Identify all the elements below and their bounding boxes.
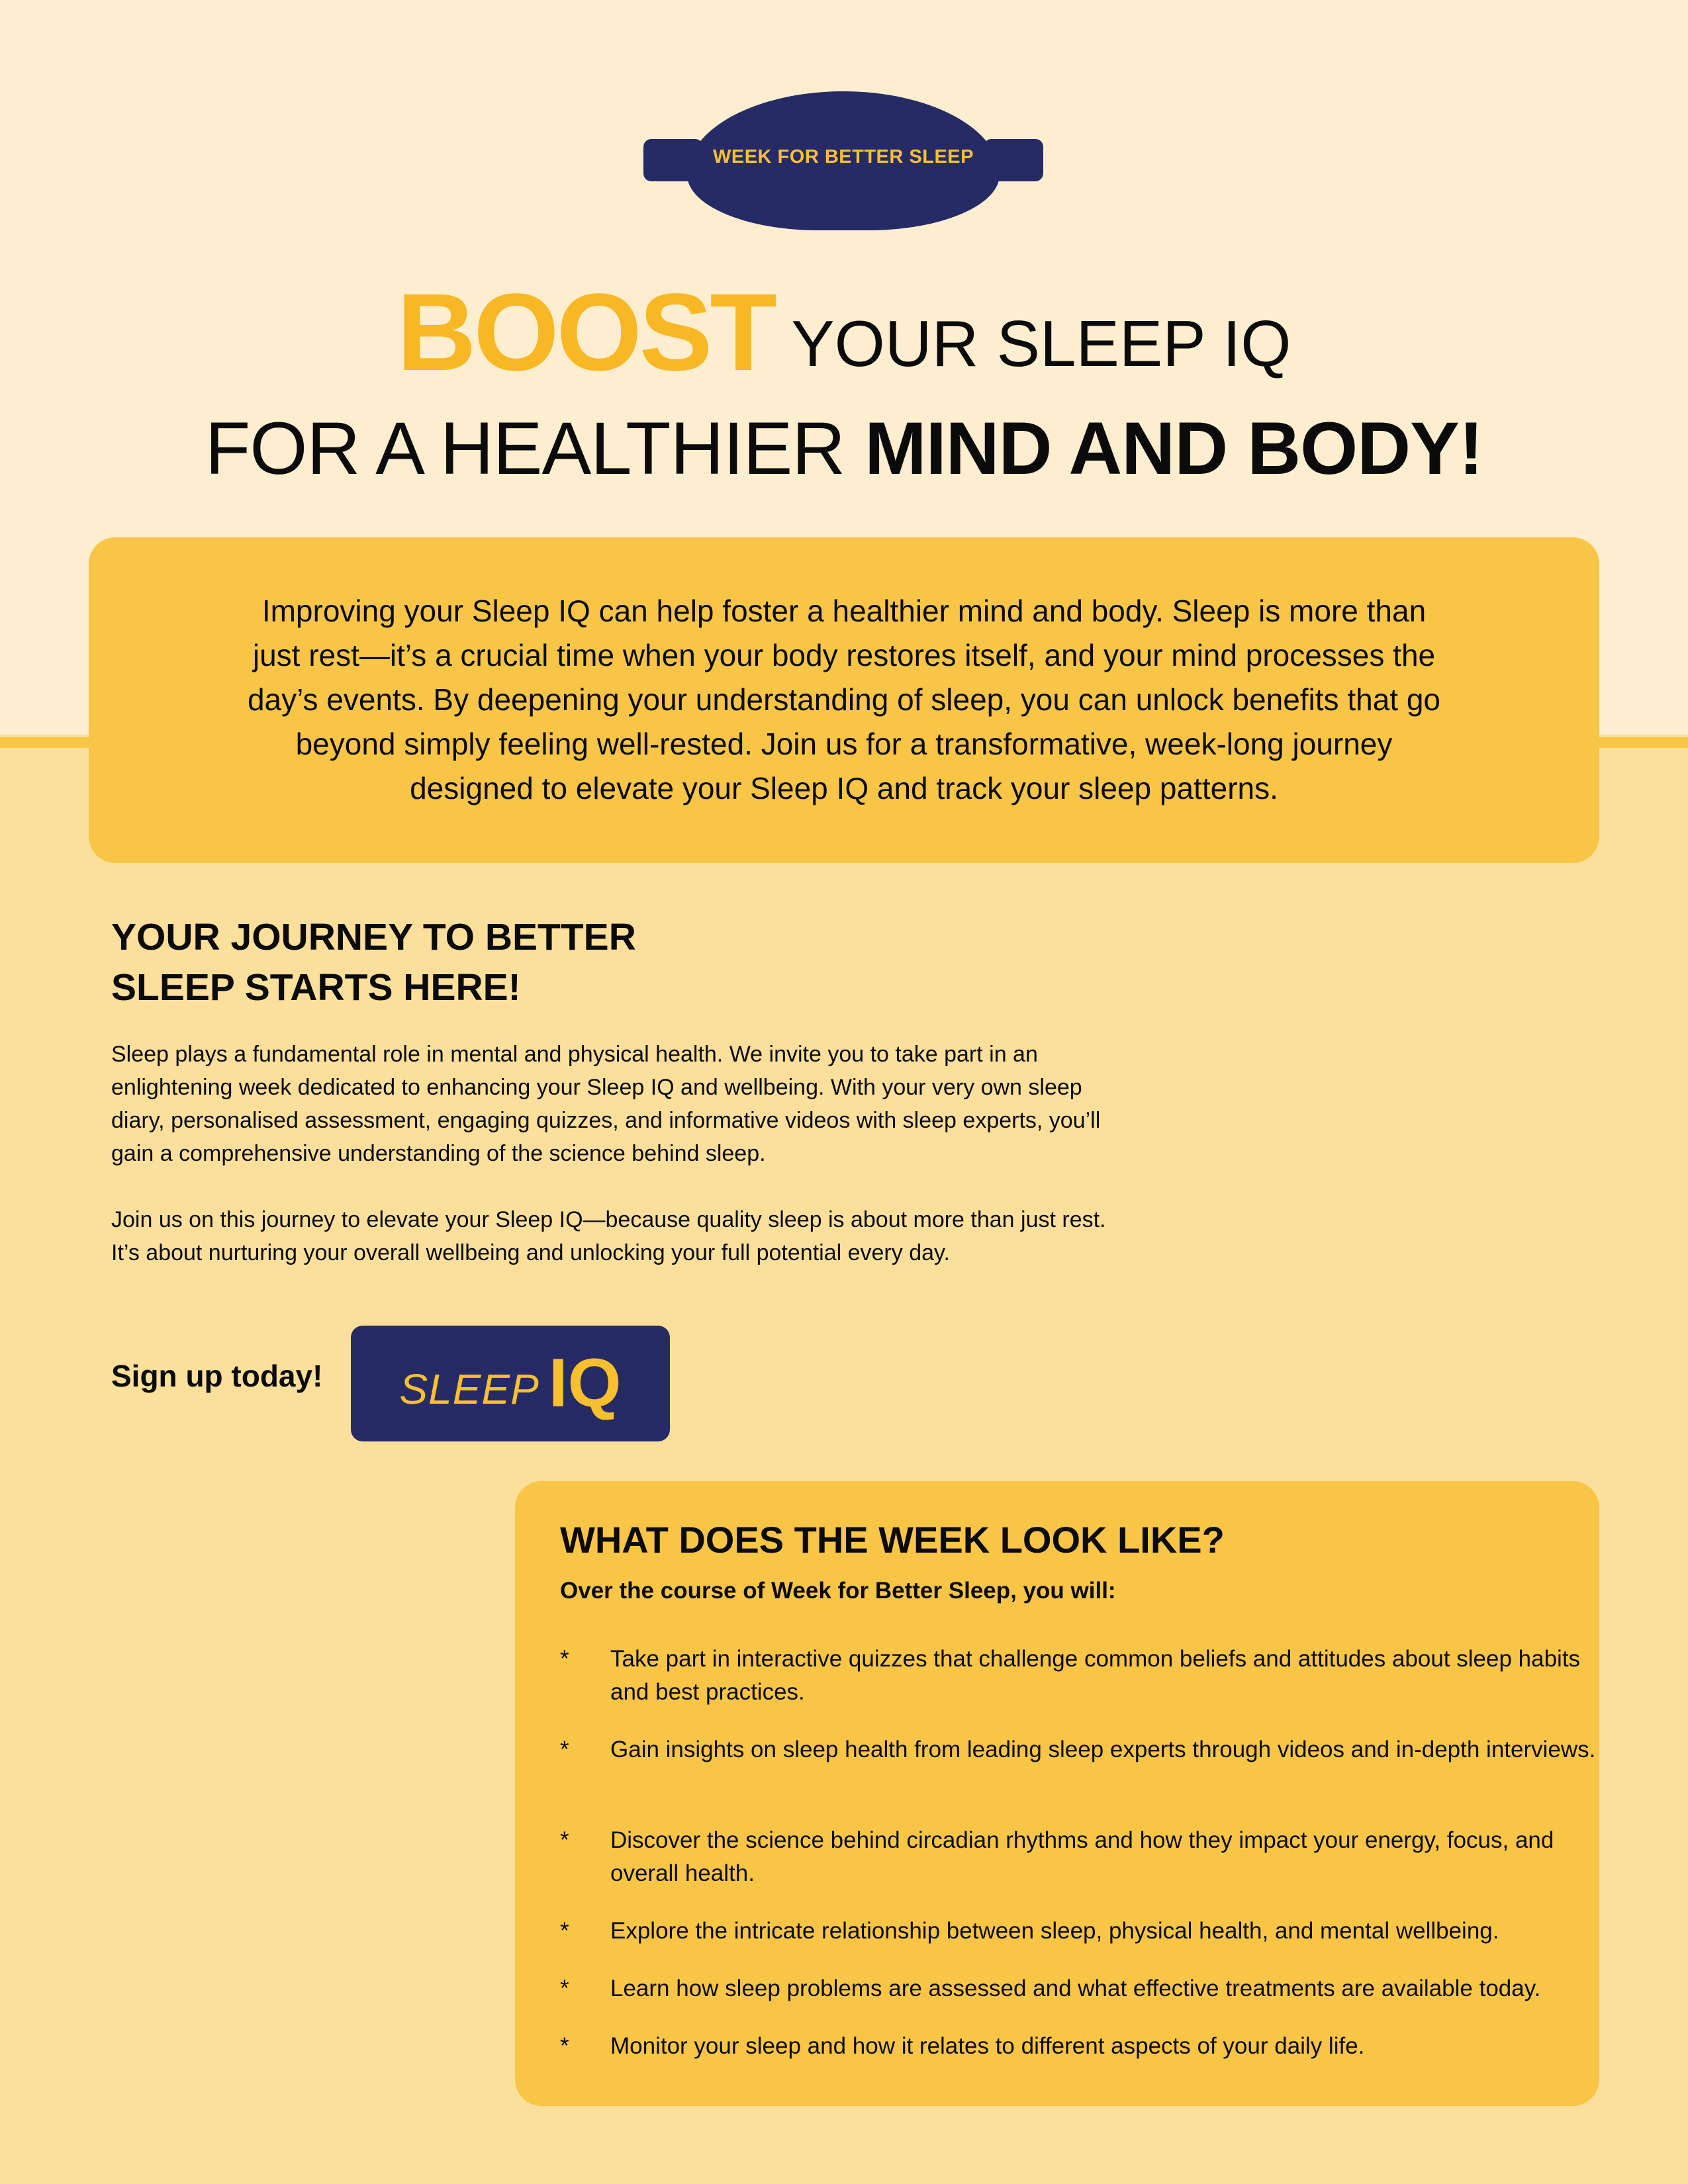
intro-box	[89, 537, 1599, 863]
list-item	[560, 1733, 1610, 1766]
list-item	[560, 1972, 1610, 2005]
list-item-text: Gain insights on sleep health from leading sleep experts through videos and in-depth interviews.	[610, 1737, 1596, 1762]
week-box	[515, 1481, 1599, 2106]
list-item	[560, 2030, 1610, 2063]
bullet-star-icon: *	[560, 2033, 569, 2059]
badge-text: WEEK FOR BETTER SLEEP	[713, 146, 974, 167]
sleep-mask-badge	[643, 91, 1043, 230]
signup-label: Sign up today!	[111, 1359, 323, 1393]
headline-boost: BOOST	[397, 271, 774, 394]
headline	[0, 265, 1688, 490]
list-item	[560, 1915, 1610, 1948]
headline-line2-a: FOR A HEALTHIER	[205, 407, 865, 490]
headline-line2	[0, 407, 1688, 490]
list-item	[560, 1824, 1610, 1890]
mask-body	[687, 91, 1000, 230]
list-item	[560, 1643, 1610, 1709]
journey-paragraph-1: Sleep plays a fundamental role in mental and physical health. We invite you to take part in an enlightening week dedicated to enhancing your Sleep IQ and wellbeing. With your very own sleep diary, personalised assessment, engaging quizzes, and informative videos with sleep experts, you’ll gain a comprehensive understanding of the science behind sleep.	[111, 1042, 1101, 1166]
week-subtitle: Over the course of Week for Better Sleep, you will:	[560, 1578, 1116, 1604]
bullet-star-icon: *	[560, 1737, 569, 1762]
sleep-iq-button-iq: IQ	[548, 1345, 622, 1422]
bullet-star-icon: *	[560, 1918, 569, 1944]
sleep-iq-button-sleep: SLEEP	[399, 1365, 539, 1413]
list-item-text: Monitor your sleep and how it relates to different aspects of your daily life.	[610, 2033, 1365, 2059]
headline-line1-rest: YOUR SLEEP IQ	[791, 307, 1291, 380]
list-item-text: Discover the science behind circadian rhythms and how they impact your energy, focus, and overall health.	[610, 1827, 1554, 1886]
headline-line2-b: MIND AND BODY!	[865, 407, 1483, 490]
journey-title-line2: SLEEP STARTS HERE!	[111, 966, 521, 1009]
headline-line1	[0, 271, 1688, 394]
list-item-text: Learn how sleep problems are assessed and what effective treatments are available today.	[610, 1976, 1541, 2001]
intro-text: Improving your Sleep IQ can help foster a healthier mind and body. Sleep is more than just rest—it’s a crucial time when your body restores itself, and your mind processes the day’s events. By deepening your understanding of sleep, you can unlock benefits that go beyond simply feeling well-rested. Join us for a transformative, week-long journey designed to elevate your Sleep IQ and track your sleep patterns.	[247, 594, 1441, 805]
bullet-star-icon: *	[560, 1646, 569, 1672]
list-item-text: Take part in interactive quizzes that challenge common beliefs and attitudes about sleep habits and best practices.	[610, 1646, 1581, 1705]
journey-title	[111, 912, 707, 1013]
bullet-star-icon: *	[560, 1827, 569, 1853]
journey-paragraph-2: Join us on this journey to elevate your Sleep IQ—because quality sleep is about more than just rest. It’s about nurturing your overall wellbeing and unlocking your full potential every day.	[111, 1207, 1106, 1265]
list-item-text: Explore the intricate relationship between sleep, physical health, and mental wellbeing.	[610, 1918, 1499, 1944]
sleep-iq-signup-button[interactable]	[351, 1326, 670, 1441]
week-title: WHAT DOES THE WEEK LOOK LIKE?	[560, 1519, 1225, 1561]
journey-title-line1: YOUR JOURNEY TO BETTER	[111, 916, 636, 958]
bullet-star-icon: *	[560, 1976, 569, 2001]
